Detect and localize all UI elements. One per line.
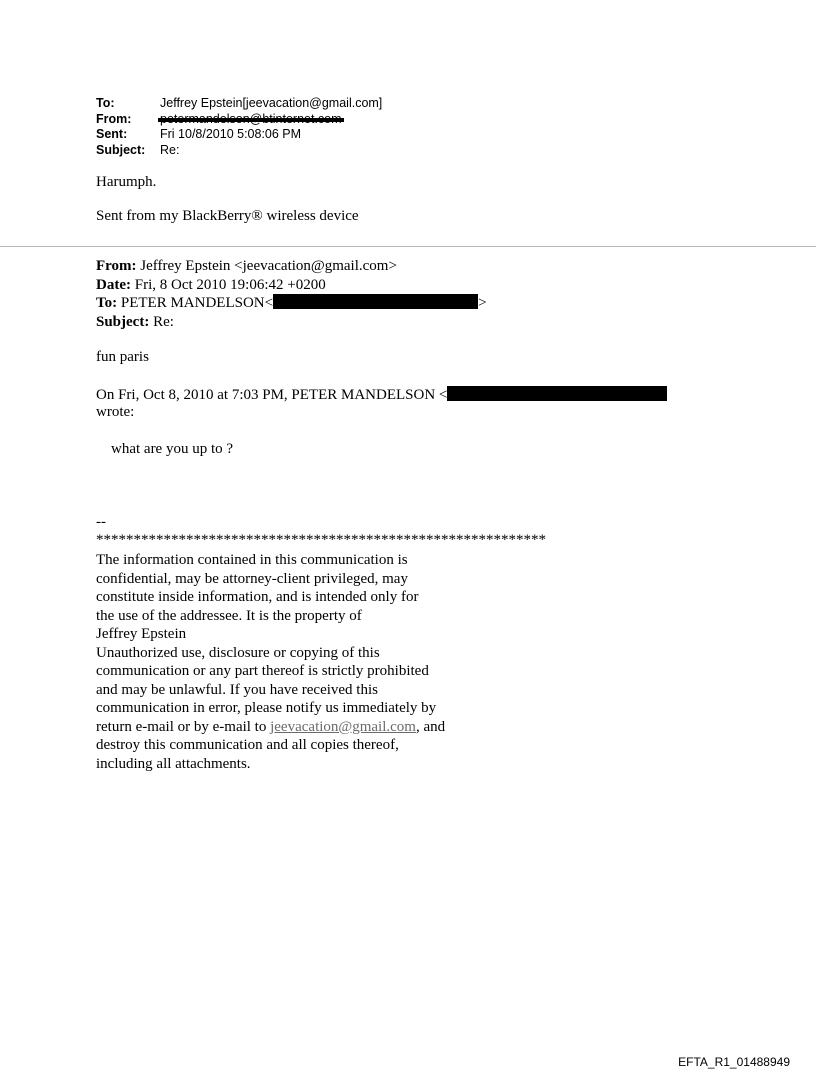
redaction-block: [273, 294, 478, 309]
reply-body: Harumph.: [96, 174, 157, 190]
header-sent-row: [96, 127, 382, 143]
quote-intro-line2: wrote:: [96, 404, 135, 420]
fwd-from-label: From:: [96, 258, 137, 274]
fwd-subject-label: Subject:: [96, 313, 150, 330]
signature-dashes: --: [96, 514, 106, 530]
disclaimer-line-with-link: [96, 718, 445, 737]
disclaimer-text: return e-mail or by e-mail to: [96, 718, 271, 735]
sent-label: Sent:: [96, 127, 128, 141]
forwarded-header: [96, 257, 487, 331]
signature-stars: ************************************************************: [96, 532, 546, 548]
disclaimer-line: destroy this communication and all copies thereof,: [96, 737, 399, 753]
fwd-date-value: Fri, 8 Oct 2010 19:06:42 +0200: [134, 276, 326, 293]
disclaimer-line: and may be unlawful. If you have received this: [96, 681, 378, 698]
disclaimer-line: Unauthorized use, disclosure or copying of this: [96, 644, 380, 661]
quote-intro-text: On Fri, Oct 8, 2010 at 7:03 PM, PETER MANDELSON <: [96, 387, 448, 403]
header-subject-row: [96, 143, 382, 159]
from-label: From:: [96, 111, 132, 126]
header-to-row: [96, 96, 382, 112]
fwd-to-row: [96, 294, 487, 313]
subject-value: Re:: [160, 142, 180, 157]
fwd-from-value: Jeffrey Epstein <jeevacation@gmail.com>: [140, 258, 397, 274]
disclaimer-line: confidential, may be attorney-client privileged, may: [96, 570, 408, 587]
fwd-date-label: Date:: [96, 276, 131, 293]
header-from-row: [96, 112, 382, 128]
email-header: [96, 96, 382, 158]
fwd-to-label: To:: [96, 295, 118, 311]
quoted-text: what are you up to ?: [111, 441, 234, 457]
fwd-subject-value: Re:: [153, 313, 174, 330]
disclaimer-line: Jeffrey Epstein: [96, 626, 187, 642]
fwd-to-value: PETER MANDELSON<: [120, 295, 274, 311]
disclaimer-line: constitute inside information, and is intended only for: [96, 589, 419, 605]
subject-label: Subject:: [96, 142, 146, 157]
from-value-redacted: [160, 112, 342, 128]
fwd-to-close: >: [478, 295, 487, 311]
disclaimer-line: including all attachments.: [96, 755, 251, 772]
document-id: EFTA_R1_01488949: [678, 1055, 790, 1069]
disclaimer-line: communication in error, please notify us immediately by: [96, 700, 437, 716]
email-link[interactable]: jeevacation@gmail.com: [270, 718, 416, 735]
fwd-date-row: [96, 276, 487, 295]
to-value: Jeffrey Epstein[jeevacation@gmail.com]: [160, 96, 383, 110]
redaction-block: [447, 386, 667, 401]
disclaimer-line: communication or any part thereof is strictly prohibited: [96, 663, 429, 679]
disclaimer-line: the use of the addressee. It is the property of: [96, 607, 362, 624]
disclaimer-text: , and: [415, 718, 446, 735]
fwd-body: fun paris: [96, 349, 149, 365]
to-label: To:: [96, 96, 115, 110]
divider: [0, 246, 816, 247]
redaction-strike: [158, 118, 344, 122]
sent-value: Fri 10/8/2010 5:08:06 PM: [160, 127, 302, 141]
disclaimer-line: The information contained in this communication is: [96, 552, 408, 568]
fwd-subject-row: [96, 313, 487, 332]
disclaimer: [96, 551, 445, 773]
reply-signature: Sent from my BlackBerry® wireless device: [96, 208, 359, 224]
fwd-from-row: [96, 257, 487, 276]
quote-intro-line1: [96, 386, 667, 404]
